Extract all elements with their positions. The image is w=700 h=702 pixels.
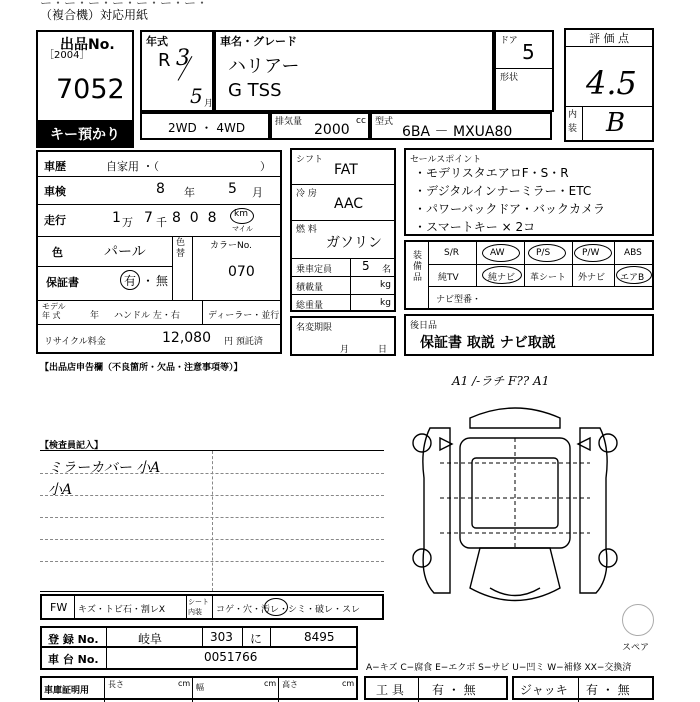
sheet-subtitle: （複合機）対応用紙 [40, 8, 149, 22]
displacement-label: 排気量 [275, 117, 303, 127]
recycle-unit: 円 預託済 [224, 337, 263, 347]
fuel-label: 燃 料 [296, 225, 317, 235]
rating-score: 4.5 [586, 64, 637, 102]
model-year-box [140, 30, 214, 112]
damage-legend: A−キズ C−腐食 E−エクボ S−サビ U−凹ミ W−補修 XX−交換済 [366, 663, 632, 673]
tools-value: 有 ・ 無 [432, 683, 476, 697]
garage-length: 長さ [108, 680, 124, 689]
color-code: 070 [228, 264, 255, 280]
displacement-unit: cc [356, 116, 366, 126]
shift-label: シフト [296, 155, 324, 165]
header-line: ー・ー・ー・ー・ー・ー・ー・ [40, 0, 209, 10]
car-grade: G TSS [228, 80, 282, 101]
inspection-year: 8 [156, 181, 165, 197]
equipment-box [404, 240, 654, 310]
lot-label: 出品No. [60, 37, 115, 53]
garage-label: 車庫証明用 [44, 686, 90, 696]
inspector-note-2: 小A [48, 482, 73, 498]
interior-grade: B [606, 108, 626, 138]
mileage-label: 走行 [44, 214, 66, 227]
color-value: パール [104, 244, 146, 260]
seat-interior-label: シート内装 [188, 598, 209, 616]
name-change-month: 月 [340, 345, 350, 355]
sales-point-3: ・パワーバックドア・バックカメラ [414, 202, 606, 216]
mileage-unit-km: km [234, 209, 248, 219]
inspection-month: 5 [228, 181, 237, 197]
model-year-label: 年式 [146, 35, 168, 48]
equip-airbag: エアB [620, 273, 645, 283]
equip-power-window: P/W [582, 248, 600, 258]
lot-box [36, 30, 134, 122]
navi-model-label: ナビ型番・ [436, 295, 482, 305]
name-change-label: 名変期限 [296, 323, 333, 333]
weight-unit: kg [380, 298, 391, 308]
model-year-row-label: モデル 年 式 [42, 302, 66, 320]
jack-row [512, 676, 654, 700]
equip-power-steering: P/S [536, 248, 551, 258]
equip-genuine-navi: 純ナビ [488, 273, 516, 283]
model-code-box [370, 112, 552, 140]
key-badge: キー預かり [36, 122, 134, 148]
dealer-type: ディーラー・並行 [208, 311, 280, 321]
inspector-notes-area [40, 450, 384, 592]
equip-alloy-wheel: AW [490, 248, 505, 258]
shift-value: FAT [334, 162, 358, 178]
sales-point-2: ・デジタルインナーミラー・ETC [414, 184, 592, 198]
sales-point-1: ・モデリスタエアロF・S・R [414, 166, 569, 180]
mileage-man-unit: 万 [122, 216, 133, 229]
spare-tire-icon [622, 604, 654, 636]
warranty-label: 保証書 [46, 276, 79, 289]
equipment-label: 装備品 [411, 250, 421, 283]
vehicle-info-grid [36, 150, 282, 354]
recycle-label: リサイクル料金 [44, 337, 106, 347]
history-label: 車歴 [44, 160, 66, 173]
equip-genuine-tv: 純TV [438, 273, 459, 283]
jack-label: ジャッキ [520, 683, 568, 697]
inspector-label: 【検査員記入】 [40, 441, 104, 451]
mileage-rest: 8 0 8 [172, 210, 217, 226]
registration-label: 登 録 No. [48, 633, 99, 646]
tools-row [364, 676, 508, 700]
equip-abs: ABS [624, 248, 642, 258]
garage-cm-1: cm [178, 679, 191, 688]
fuel-value: ガソリン [326, 235, 382, 251]
capacity-value: 5 [362, 259, 370, 273]
garage-cm-2: cm [264, 679, 277, 688]
after-items-label: 後日品 [410, 321, 438, 331]
warranty-yes: 有 [124, 274, 137, 288]
history-value: 自家用 ・（ [106, 160, 159, 173]
car-name-label: 車名・グレード [220, 35, 297, 48]
chassis-row [40, 648, 358, 670]
recycle-value: 12,080 [162, 330, 211, 346]
equip-leather-seat: 革シート [530, 273, 567, 283]
shape-label: 形状 [500, 73, 519, 83]
inspector-note-1: ミラーカバー 小A [48, 460, 161, 476]
rating-label: 評 価 点 [566, 30, 652, 47]
diagram-note: A1 /-ラチ F?? A1 [452, 374, 550, 388]
after-items-value: 保証書 取説 ナビ取説 [420, 335, 556, 351]
model-code-label: 型式 [375, 117, 394, 127]
capacity-label: 乗車定員 [296, 265, 333, 275]
capacity-unit: 名 [382, 265, 392, 275]
drive-box [140, 112, 270, 140]
chassis-label: 車 台 No. [48, 653, 99, 666]
displacement-value: 2000 [314, 122, 350, 138]
mileage-sen-unit: 千 [156, 216, 167, 229]
rating-box [564, 28, 654, 142]
model-year-era: R [158, 50, 171, 71]
handle-side: ハンドル 左・右 [114, 311, 180, 321]
weight-label: 総重量 [296, 301, 324, 311]
warranty-sep: ・ [142, 274, 155, 288]
garage-height: 高さ [282, 680, 298, 689]
model-year-row-unit: 年 [90, 311, 100, 321]
warranty-no: 無 [156, 274, 169, 288]
model-year-month-unit: 月 [204, 99, 214, 109]
load-unit: kg [380, 280, 391, 290]
doors-label: ドア [500, 36, 518, 46]
color-code-label: カラーNo. [210, 241, 252, 251]
mileage-unit-mile: マイル [232, 225, 253, 233]
doors-box [494, 30, 554, 112]
inspection-year-unit: 年 [184, 186, 195, 199]
equip-external-navi: 外ナビ [578, 273, 606, 283]
tools-label: 工 具 [376, 683, 404, 697]
mileage-sen: 7 [144, 210, 153, 226]
load-label: 積載量 [296, 283, 324, 293]
color-change-label: 色替 [176, 238, 186, 259]
ac-label: 冷 房 [296, 189, 317, 199]
spare-label: スペア [622, 643, 650, 653]
sales-point-4: ・スマートキー × 2コ [414, 220, 536, 234]
lot-stamp: ［2004］ [44, 50, 90, 61]
name-change-day: 日 [378, 345, 388, 355]
equip-sunroof: S/R [444, 248, 459, 258]
chassis-number: 0051766 [204, 650, 258, 664]
declaration-label: 【出品店申告欄（不良箇所・欠品・注意事項等）】 [40, 363, 243, 373]
displacement-box [270, 112, 370, 140]
sales-points-label: セールスポイント [410, 155, 482, 165]
registration-row [40, 626, 358, 648]
fw-label: FW [50, 601, 68, 614]
jack-value: 有 ・ 無 [586, 683, 630, 697]
name-change-box [290, 316, 396, 356]
registration-place: 岐阜 [138, 632, 163, 646]
registration-kana: に [250, 632, 263, 646]
interior-label: 内装 [568, 110, 578, 134]
garage-cm-3: cm [342, 679, 355, 688]
lot-number: 7052 [56, 74, 125, 105]
inspection-label: 車検 [44, 185, 66, 198]
doors-value: 5 [522, 40, 535, 64]
model-year-value: 3 [176, 46, 190, 71]
inspection-month-unit: 月 [252, 186, 263, 199]
registration-class: 303 [210, 630, 233, 644]
seat-interior-text: コゲ・穴・汚レ・シミ・破レ・スレ [216, 605, 361, 615]
garage-row [40, 676, 358, 700]
color-label: 色 [52, 246, 63, 259]
car-name-box [214, 30, 494, 112]
after-items-box [404, 314, 654, 356]
history-close: ） [260, 160, 271, 173]
model-code-value: 6BA － MXUA80 [402, 124, 513, 140]
car-damage-diagram [410, 388, 620, 628]
drive-value: 2WD ・ 4WD [168, 121, 246, 135]
model-year-month: 5 [190, 84, 203, 108]
registration-number: 8495 [304, 630, 335, 644]
fw-row [40, 594, 384, 620]
spec-column [290, 148, 396, 312]
mileage-man: 1 [112, 210, 121, 226]
car-name: ハリアー [228, 56, 300, 77]
sales-points-box [404, 148, 654, 236]
garage-width: 幅 [196, 683, 204, 692]
ac-value: AAC [334, 196, 364, 212]
fw-text: キズ・トビ石・割レX [78, 605, 165, 615]
